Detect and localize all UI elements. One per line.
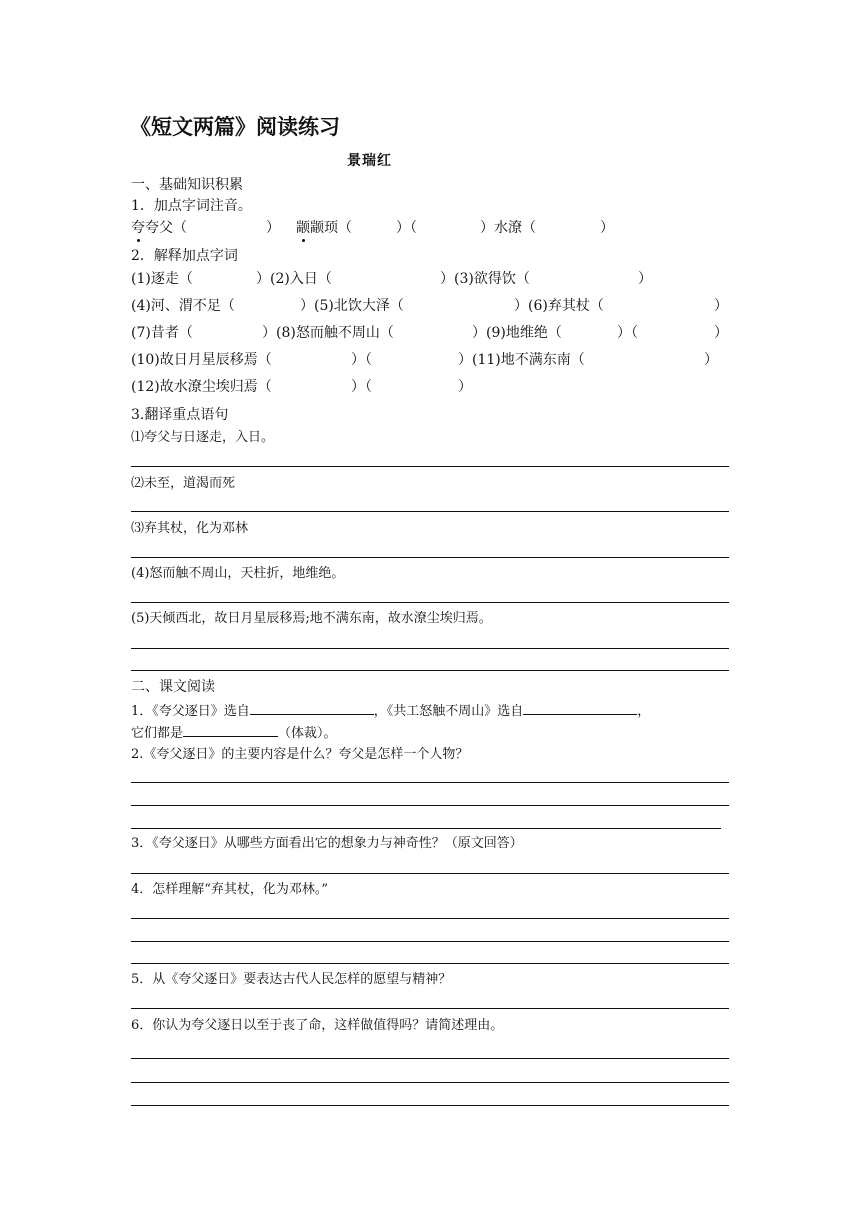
q2-row2-b: ）(5)北饮大泽（: [300, 298, 404, 314]
q2-row2-a: (4)河、渭不足（: [131, 298, 235, 314]
page-title: 《短文两篇》阅读练习: [130, 114, 340, 139]
q2-row5-a: (12)故水潦尘埃归焉（: [131, 379, 272, 395]
fill-blank-source-1[interactable]: [250, 700, 374, 715]
q2-row4-c: ）(11)地不满东南（: [458, 352, 585, 368]
answer-line: [131, 1058, 729, 1059]
q2-row1-d: ）: [638, 271, 652, 287]
q3-label: 3.翻译重点语句: [131, 407, 229, 423]
answer-line: [131, 1008, 729, 1009]
q3-item-1: ⑴夸父与日逐走，入日。: [131, 430, 275, 445]
q3-item-4: (4)怒而触不周山，天柱折，地维绝。: [131, 566, 345, 581]
q2-row4-a: (10)故日月星辰移焉（: [131, 352, 272, 368]
answer-line: [131, 466, 729, 467]
q3-item-2: ⑵未至，道渴而死: [131, 476, 236, 491]
answer-line: [131, 805, 729, 806]
answer-line: [131, 648, 729, 649]
s2-q4: 4．怎样理解“弃其杖，化为邓林。”: [131, 882, 329, 897]
s2-q5: 5．从《夸父逐日》要表达古代人民怎样的愿望与精神？: [131, 972, 452, 987]
s2-q1-line2: 它们都是 （体裁）。: [131, 722, 337, 742]
s2-q3: 3．《夸父逐日》从哪些方面看出它的想象力与神奇性？（原文回答）: [131, 836, 523, 851]
q2-row1-a: (1)逐走（: [131, 271, 193, 287]
q2-row3-d: ）（: [617, 325, 638, 341]
q2-row2-d: ）: [714, 298, 728, 314]
q2-row3-c: ）(9)地维绝（: [472, 325, 562, 341]
section-2-heading: 二、课文阅读: [131, 679, 215, 695]
q2-row4-d: ）: [704, 352, 718, 368]
fill-blank-genre[interactable]: [183, 722, 278, 737]
answer-line: [131, 782, 729, 783]
q1-item-kuafu: 夸夸父（: [131, 220, 187, 236]
q2-row4-b: ）（: [351, 352, 372, 368]
q3-item-5: (5)天倾西北，故日月星辰移焉;地不满东南，故水潦尘埃归焉。: [131, 611, 492, 626]
q2-row3-a: (7)昔者（: [131, 325, 193, 341]
answer-line: [131, 918, 729, 919]
q1-mid: ）（: [396, 220, 417, 236]
q2-row1-b: ）(2)入日（: [256, 271, 332, 287]
q3-item-3: ⑶弃其杖，化为邓林: [131, 521, 249, 536]
answer-line: [131, 1105, 729, 1106]
section-1-heading: 一、基础知识积累: [131, 177, 243, 193]
s2-q1-line1: 1．《夸父逐日》选自 ，《共工怒触不周山》选自 ，: [131, 700, 650, 720]
fill-blank-source-2[interactable]: [523, 700, 637, 715]
q2-row2-c: ）(6)弃其杖（: [514, 298, 604, 314]
q2-row5-b: ）（: [351, 379, 372, 395]
answer-line: [131, 602, 729, 603]
q1-item-zhuanxu: 颛颛顼（: [296, 220, 352, 236]
answer-line: [131, 873, 729, 874]
q2-label: 2．解释加点字词: [131, 248, 238, 264]
s2-q6: 6．你认为夸父逐日以至于丧了命，这样做值得吗？请简述理由。: [131, 1018, 504, 1033]
q2-row1-c: ）(3)欲得饮（: [440, 271, 530, 287]
q2-row5-c: ）: [458, 379, 472, 395]
answer-line: [131, 511, 729, 512]
q1-close-3: ）: [600, 220, 614, 236]
answer-line: [131, 941, 729, 942]
q1-item-shuilao: ）水潦（: [480, 220, 536, 236]
q1-label: 1．加点字词注音。: [131, 198, 252, 214]
answer-line: [131, 828, 721, 829]
q2-row3-b: ）(8)怒而触不周山（: [262, 325, 394, 341]
answer-line: [131, 963, 729, 964]
answer-line: [131, 557, 729, 558]
q1-close-1: ）: [266, 220, 280, 236]
answer-line: [131, 1082, 729, 1083]
q2-row3-e: ）: [714, 325, 728, 341]
s2-q2: 2.《夸父逐日》的主要内容是什么？夸父是怎样一个人物？: [131, 747, 469, 762]
author-name: 景瑞红: [347, 153, 392, 169]
answer-line: [131, 670, 729, 671]
